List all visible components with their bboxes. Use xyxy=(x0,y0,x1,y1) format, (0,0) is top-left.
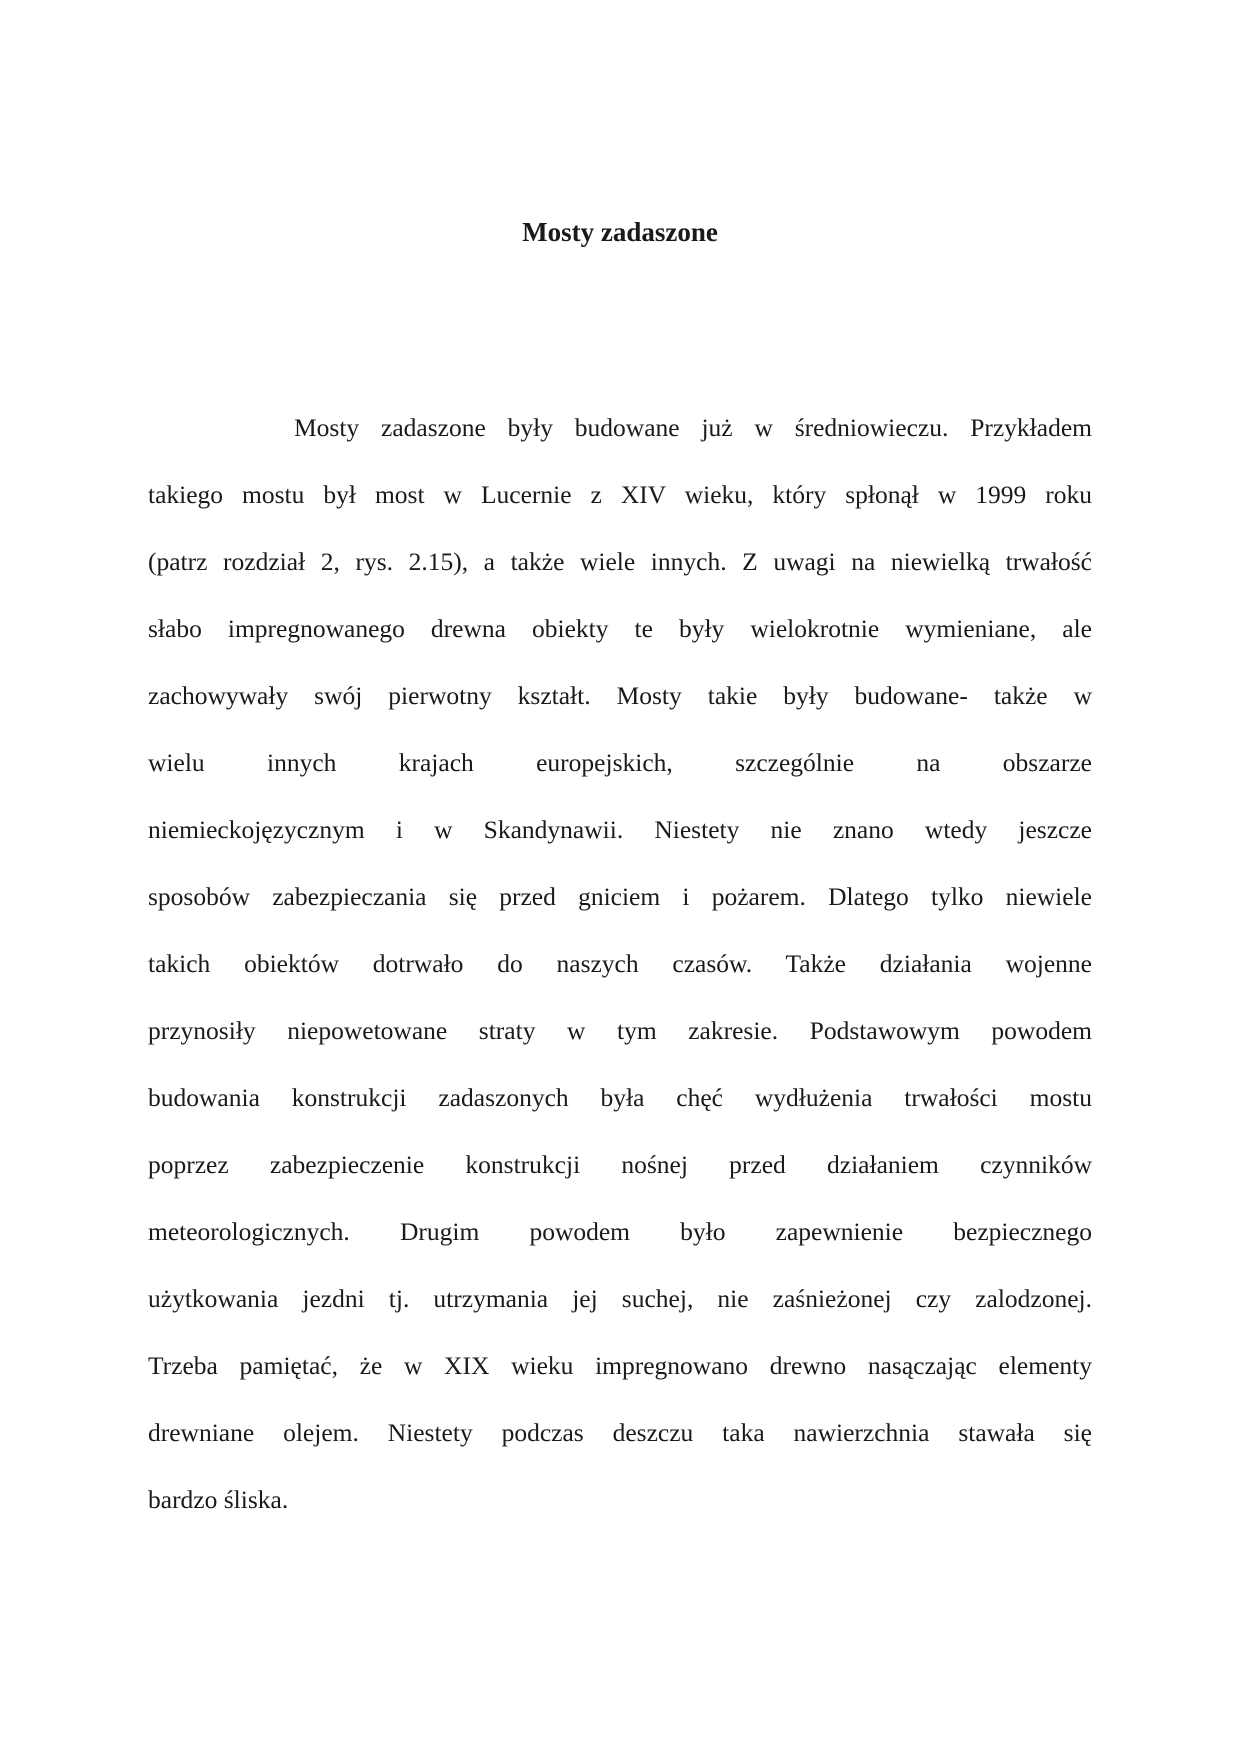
paragraph-line: sposobów zabezpieczania się przed gniciem i pożarem. Dlatego tylko niewiele xyxy=(148,882,1092,911)
paragraph-line: budowania konstrukcji zadaszonych była chęć wydłużenia trwałości mostu xyxy=(148,1083,1092,1112)
paragraph-line: przynosiły niepowetowane straty w tym zakresie. Podstawowym powodem xyxy=(148,1016,1092,1045)
paragraph-line: (patrz rozdział 2, rys. 2.15), a także wiele innych. Z uwagi na niewielką trwałość xyxy=(148,547,1092,576)
paragraph-line: Trzeba pamiętać, że w XIX wieku impregnowano drewno nasączając elementy xyxy=(148,1351,1092,1380)
paragraph-line: wielu innych krajach europejskich, szczególnie na obszarze xyxy=(148,748,1092,777)
paragraph-line: poprzez zabezpieczenie konstrukcji nośnej przed działaniem czynników xyxy=(148,1150,1092,1179)
page-title: Mosty zadaszone xyxy=(522,217,718,247)
paragraph-line: bardzo śliska. xyxy=(148,1485,289,1514)
paragraph-line: takiego mostu był most w Lucernie z XIV wieku, który spłonął w 1999 roku xyxy=(148,480,1092,509)
paragraph-line: drewniane olejem. Niestety podczas deszczu taka nawierzchnia stawała się xyxy=(148,1418,1092,1447)
paragraph-line: niemieckojęzycznym i w Skandynawii. Niestety nie znano wtedy jeszcze xyxy=(148,815,1092,844)
paragraph-line: zachowywały swój pierwotny kształt. Mosty takie były budowane- także w xyxy=(148,681,1092,710)
paragraph-line: takich obiektów dotrwało do naszych czasów. Także działania wojenne xyxy=(148,949,1092,978)
paragraph-line: słabo impregnowanego drewna obiekty te były wielokrotnie wymieniane, ale xyxy=(148,614,1092,643)
paragraph-line: użytkowania jezdni tj. utrzymania jej suchej, nie zaśnieżonej czy zalodzonej. xyxy=(148,1284,1092,1313)
body-paragraph xyxy=(148,406,1092,1545)
paragraph-line: meteorologicznych. Drugim powodem było zapewnienie bezpiecznego xyxy=(148,1217,1092,1246)
paragraph-line: Mosty zadaszone były budowane już w średniowieczu. Przykładem xyxy=(294,413,1092,442)
